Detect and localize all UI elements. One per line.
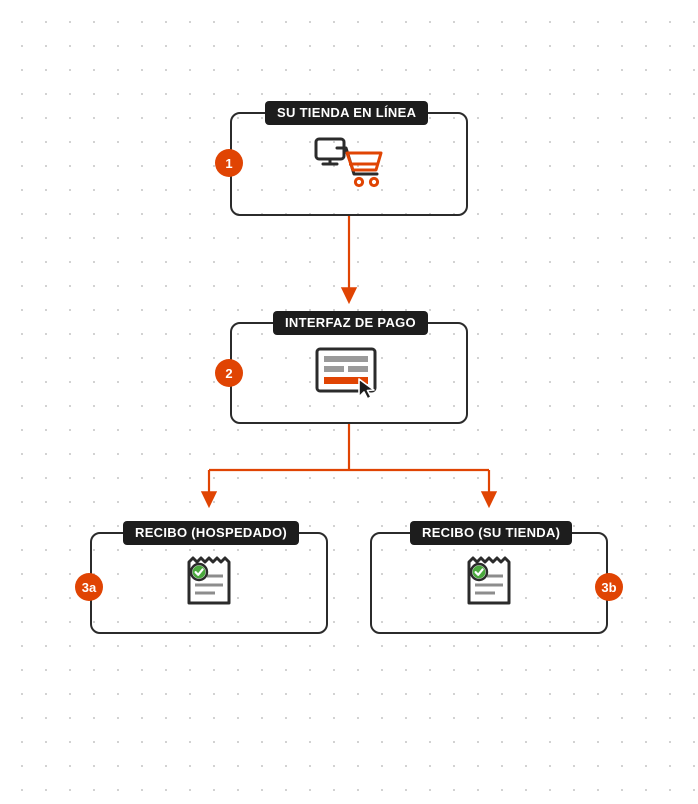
node-store-title: SU TIENDA EN LÍNEA: [265, 101, 428, 125]
payment-form-icon: [311, 343, 387, 404]
node-payment-title: INTERFAZ DE PAGO: [273, 311, 428, 335]
shopping-cart-icon: [313, 134, 385, 195]
node-payment-interface[interactable]: [230, 322, 468, 424]
node-receipt-hosted[interactable]: [90, 532, 328, 634]
node-payment-icon-area: [232, 324, 466, 422]
node-receipt-store-badge: 3b: [595, 573, 623, 601]
node-receipt-store[interactable]: [370, 532, 608, 634]
node-receipt-store-title: RECIBO (SU TIENDA): [410, 521, 572, 545]
node-store[interactable]: [230, 112, 468, 216]
node-receipt-hosted-badge: 3a: [75, 573, 103, 601]
receipt-check-icon: [463, 553, 515, 614]
node-receipt-store-icon-area: [372, 534, 606, 632]
node-store-icon-area: [232, 114, 466, 214]
receipt-check-icon: [183, 553, 235, 614]
node-payment-badge: 2: [215, 359, 243, 387]
node-receipt-hosted-icon-area: [92, 534, 326, 632]
node-store-badge: 1: [215, 149, 243, 177]
node-receipt-hosted-title: RECIBO (HOSPEDADO): [123, 521, 299, 545]
